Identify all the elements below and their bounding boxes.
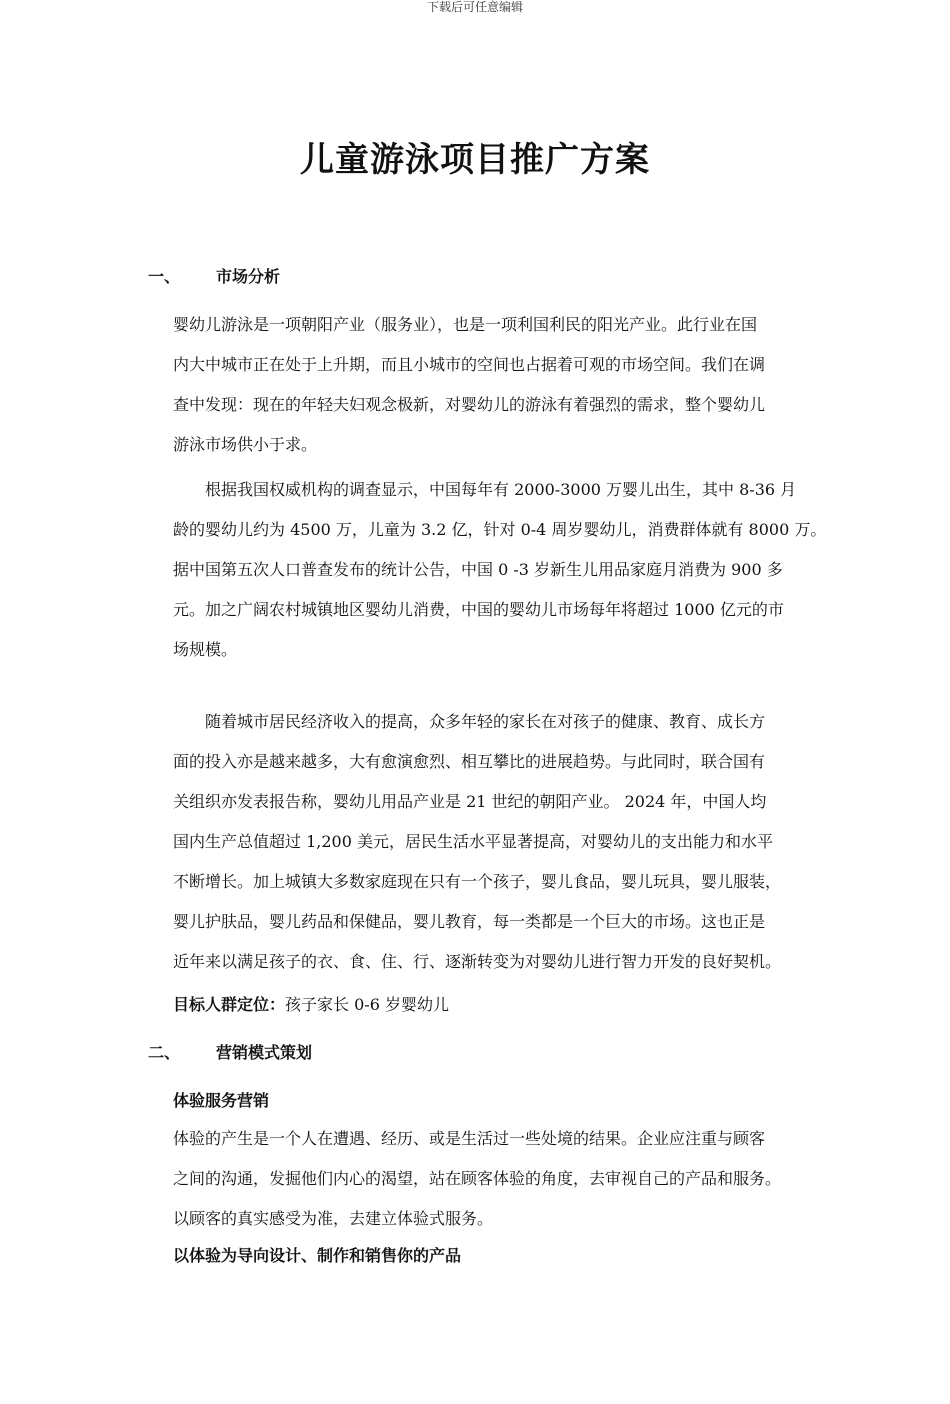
target-audience-value: 孩子家长 0-6 岁婴幼儿 <box>285 995 449 1014</box>
target-audience-label: 目标人群定位： <box>173 995 286 1014</box>
section-heading-market-analysis <box>148 266 280 288</box>
paragraph-line: 国内生产总值超过 1,200 美元，居民生活水平显著提高，对婴幼儿的支出能力和水平 <box>173 832 773 851</box>
section-heading-marketing-strategy <box>148 1042 312 1064</box>
paragraph-line: 场规模。 <box>173 640 238 659</box>
section-title: 营销模式策划 <box>216 1043 313 1062</box>
section-title: 市场分析 <box>216 267 281 286</box>
subheading-experience-oriented-design: 以体验为导向设计、制作和销售你的产品 <box>173 1246 462 1265</box>
paragraph-line: 婴幼儿游泳是一项朝阳产业（服务业），也是一项利国利民的阳光产业。此行业在国 <box>173 315 758 334</box>
paragraph-line: 之间的沟通，发掘他们内心的渴望，站在顾客体验的角度，去审视自己的产品和服务。 <box>173 1169 782 1188</box>
paragraph-line: 近年来以满足孩子的衣、食、住、行、逐渐转变为对婴幼儿进行智力开发的良好契机。 <box>173 952 782 971</box>
section-number: 二、 <box>148 1043 181 1062</box>
paragraph-line: 龄的婴幼儿约为 4500 万，儿童为 3.2 亿，针对 0-4 周岁婴幼儿，消费群体就有 8000 万。 <box>173 520 827 539</box>
paragraph-line: 面的投入亦是越来越多，大有愈演愈烈、相互攀比的进展趋势。与此同时，联合国有 <box>173 752 766 771</box>
paragraph-income-growth <box>173 702 843 982</box>
paragraph-survey-statistics <box>173 470 843 670</box>
document-title: 儿童游泳项目推广方案 <box>300 140 650 180</box>
paragraph-line: 体验的产生是一个人在遭遇、经历、或是生活过一些处境的结果。企业应注重与顾客 <box>173 1129 766 1148</box>
paragraph-line: 内大中城市正在处于上升期，而且小城市的空间也占据着可观的市场空间。我们在调 <box>173 355 766 374</box>
paragraph-line: 以顾客的真实感受为准，去建立体验式服务。 <box>173 1209 494 1228</box>
paragraph-line: 不断增长。加上城镇大多数家庭现在只有一个孩子，婴儿食品，婴儿玩具，婴儿服装， <box>173 872 782 891</box>
paragraph-industry-overview <box>173 305 843 465</box>
target-audience <box>173 994 449 1016</box>
paragraph-line: 据中国第五次人口普查发布的统计公告，中国 0 -3 岁新生儿用品家庭月消费为 900 多 <box>173 560 783 579</box>
section-number: 一、 <box>148 267 181 286</box>
paragraph-line: 查中发现：现在的年轻夫妇观念极新，对婴幼儿的游泳有着强烈的需求，整个婴幼儿 <box>173 395 766 414</box>
paragraph-line: 随着城市居民经济收入的提高，众多年轻的家长在对孩子的健康、教育、成长方 <box>173 712 766 731</box>
paragraph-line: 关组织亦发表报告称，婴幼儿用品产业是 21 世纪的朝阳产业。 2024 年，中国人均 <box>173 792 767 811</box>
paragraph-line: 元。加之广阔农村城镇地区婴幼儿消费，中国的婴幼儿市场每年将超过 1000 亿元的市 <box>173 600 784 619</box>
page-header-note: 下载后可任意编辑 <box>426 0 523 14</box>
paragraph-experience-description <box>173 1119 843 1239</box>
paragraph-line: 婴儿护肤品，婴儿药品和保健品，婴儿教育，每一类都是一个巨大的市场。这也正是 <box>173 912 766 931</box>
paragraph-line: 根据我国权威机构的调查显示，中国每年有 2000-3000 万婴儿出生，其中 8-36 月 <box>173 480 797 499</box>
subheading-experience-marketing: 体验服务营销 <box>173 1091 270 1110</box>
paragraph-line: 游泳市场供小于求。 <box>173 435 318 454</box>
